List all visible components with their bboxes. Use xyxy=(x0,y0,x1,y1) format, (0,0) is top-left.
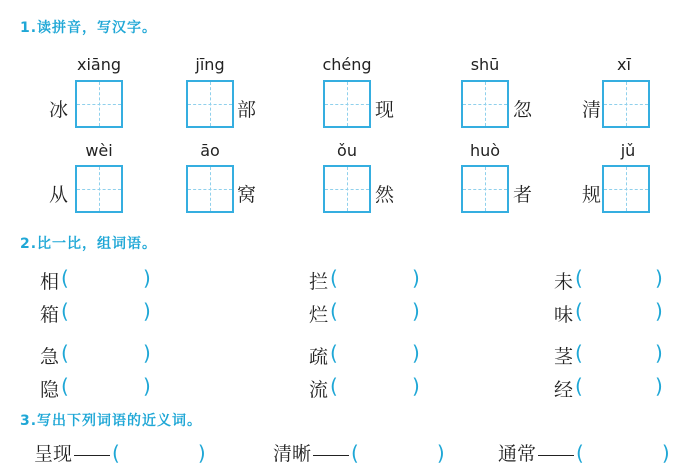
synonym-item xyxy=(273,439,445,466)
close-paren: ) xyxy=(143,266,151,290)
given-character: 烂 xyxy=(309,304,329,326)
answer-blank[interactable] xyxy=(586,266,654,290)
writing-box[interactable] xyxy=(75,165,123,213)
open-paren: ( xyxy=(330,374,338,398)
given-character: 部 xyxy=(237,99,257,121)
given-character: 急 xyxy=(40,346,60,368)
section2-heading: 2.比一比，组词语。 xyxy=(20,236,158,252)
answer-blank[interactable] xyxy=(72,374,142,398)
answer-blank[interactable] xyxy=(341,266,411,290)
given-character: 隐 xyxy=(40,379,60,401)
pinyin-label: āo xyxy=(200,141,220,160)
open-paren: ( xyxy=(61,266,69,290)
given-character: 冰 xyxy=(49,99,69,121)
given-character: 忽 xyxy=(513,99,533,121)
writing-box[interactable] xyxy=(186,165,234,213)
writing-box[interactable] xyxy=(602,80,650,128)
pinyin-label: shū xyxy=(470,55,500,74)
writing-box[interactable] xyxy=(602,165,650,213)
open-paren: ( xyxy=(575,374,583,398)
given-character: 窝 xyxy=(237,184,257,206)
answer-blank[interactable] xyxy=(72,266,142,290)
writing-box[interactable] xyxy=(323,165,371,213)
given-character: 然 xyxy=(375,184,395,206)
close-paren: ) xyxy=(655,374,663,398)
open-paren: ( xyxy=(330,341,338,365)
given-character: 相 xyxy=(40,271,60,293)
section3-heading: 3.写出下列词语的近义词。 xyxy=(20,413,203,429)
close-paren: ) xyxy=(655,299,663,323)
close-paren: ) xyxy=(436,441,445,465)
given-character: 流 xyxy=(309,379,329,401)
dash-line xyxy=(74,455,110,456)
open-paren: ( xyxy=(330,299,338,323)
answer-blank[interactable] xyxy=(586,299,654,323)
pinyin-label: xī xyxy=(617,55,631,74)
open-paren: ( xyxy=(61,299,69,323)
given-character: 现 xyxy=(375,99,395,121)
close-paren: ) xyxy=(143,341,151,365)
writing-box[interactable] xyxy=(461,165,509,213)
dash-line xyxy=(313,455,349,456)
answer-blank[interactable] xyxy=(72,341,142,365)
pinyin-label: ǒu xyxy=(337,141,357,160)
given-character: 清 xyxy=(582,99,602,121)
given-character: 者 xyxy=(513,184,533,206)
synonym-word: 呈现 xyxy=(34,443,73,465)
given-character: 拦 xyxy=(309,271,329,293)
writing-box[interactable] xyxy=(186,80,234,128)
open-paren: ( xyxy=(61,374,69,398)
answer-blank[interactable] xyxy=(586,341,654,365)
pinyin-label: chéng xyxy=(322,55,372,74)
open-paren: ( xyxy=(351,441,359,465)
close-paren: ) xyxy=(143,374,151,398)
given-character: 茎 xyxy=(554,346,574,368)
pinyin-label: huò xyxy=(469,141,501,160)
close-paren: ) xyxy=(143,299,151,323)
close-paren: ) xyxy=(412,374,420,398)
answer-blank[interactable] xyxy=(341,374,411,398)
pinyin-label: jǔ xyxy=(620,141,636,160)
writing-box[interactable] xyxy=(323,80,371,128)
close-paren: ) xyxy=(655,341,663,365)
writing-box[interactable] xyxy=(75,80,123,128)
dash-line xyxy=(538,455,574,456)
open-paren: ( xyxy=(330,266,338,290)
given-character: 从 xyxy=(49,184,69,206)
close-paren: ) xyxy=(412,266,420,290)
given-character: 规 xyxy=(582,184,602,206)
answer-blank[interactable] xyxy=(586,374,654,398)
writing-box[interactable] xyxy=(461,80,509,128)
given-character: 未 xyxy=(554,271,574,293)
synonym-item xyxy=(498,439,670,466)
given-character: 经 xyxy=(554,379,574,401)
pinyin-label: wèi xyxy=(85,141,113,160)
given-character: 箱 xyxy=(40,304,60,326)
pinyin-label: jīng xyxy=(195,55,225,74)
close-paren: ) xyxy=(197,441,206,465)
synonym-word: 通常 xyxy=(498,443,537,465)
pinyin-label: xiāng xyxy=(76,55,121,74)
synonym-item xyxy=(34,439,206,466)
open-paren: ( xyxy=(576,441,584,465)
open-paren: ( xyxy=(575,266,583,290)
given-character: 疏 xyxy=(309,346,329,368)
answer-blank[interactable] xyxy=(341,299,411,323)
synonym-word: 清晰 xyxy=(273,443,312,465)
close-paren: ) xyxy=(655,266,663,290)
given-character: 味 xyxy=(554,304,574,326)
answer-blank[interactable] xyxy=(72,299,142,323)
section1-heading: 1.读拼音，写汉字。 xyxy=(20,20,158,36)
open-paren: ( xyxy=(575,341,583,365)
close-paren: ) xyxy=(661,441,670,465)
open-paren: ( xyxy=(61,341,69,365)
close-paren: ) xyxy=(412,341,420,365)
answer-blank[interactable] xyxy=(341,341,411,365)
open-paren: ( xyxy=(112,441,120,465)
close-paren: ) xyxy=(412,299,420,323)
open-paren: ( xyxy=(575,299,583,323)
